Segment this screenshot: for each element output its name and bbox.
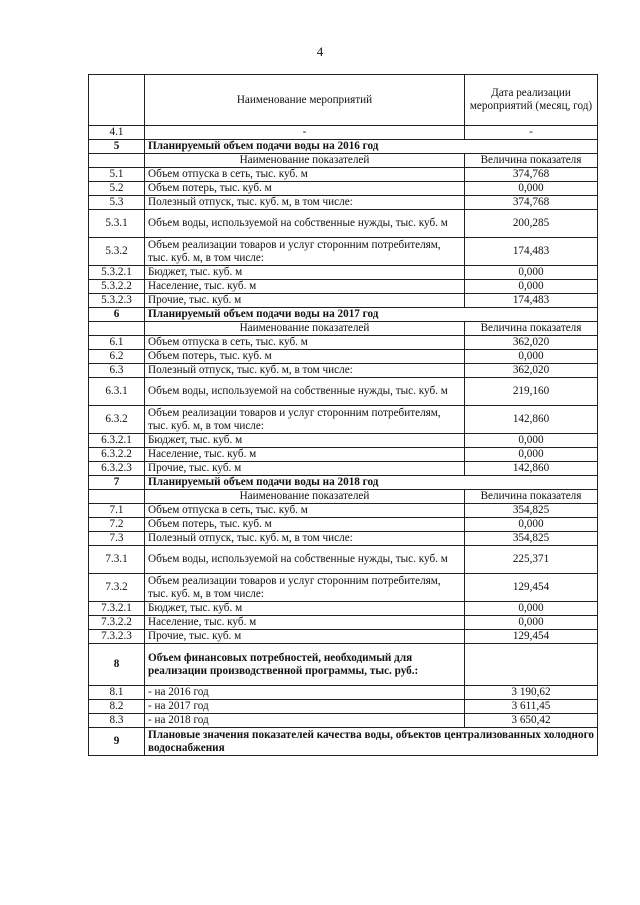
empty-cell [465,644,598,686]
row-value: 0,000 [465,434,598,448]
empty-cell [89,490,145,504]
row-name: Объем отпуска в сеть, тыс. куб. м [145,336,465,350]
row-name: - на 2018 год [145,714,465,728]
section-number: 7 [89,476,145,490]
section-title: Планируемый объем подачи воды на 2016 год [145,140,598,154]
row-value: 129,454 [465,574,598,602]
row-value: 174,483 [465,238,598,266]
row-value: 0,000 [465,602,598,616]
row-value: 0,000 [465,266,598,280]
row-value: 3 190,62 [465,686,598,700]
row-number: 6.3.2 [89,406,145,434]
table-row [89,364,598,378]
header-date-cell: Дата реализации мероприятий (месяц, год) [465,75,598,126]
row-name: Объем реализации товаров и услуг сторонним потребителям, тыс. куб. м, в том числе: [145,574,465,602]
table-row [89,378,598,406]
row-value: 3 611,45 [465,700,598,714]
row-number: 5.1 [89,168,145,182]
indicator-header-row [89,490,598,504]
section-title-row [89,644,598,686]
row-name: Объем воды, используемой на собственные нужды, тыс. куб. м [145,378,465,406]
row-value: 0,000 [465,448,598,462]
row-name: - [145,126,465,140]
row-number: 6.3.2.2 [89,448,145,462]
row-name: Полезный отпуск, тыс. куб. м, в том числе: [145,364,465,378]
table-row [89,210,598,238]
table-row [89,518,598,532]
row-name: Объем потерь, тыс. куб. м [145,182,465,196]
indicator-name-header: Наименование показателей [145,490,465,504]
table-row [89,616,598,630]
row-name: Полезный отпуск, тыс. куб. м, в том числе: [145,532,465,546]
table-row [89,294,598,308]
row-value: 0,000 [465,616,598,630]
section-title: Плановые значения показателей качества воды, объектов централизованных холодного водоснабжения [145,728,598,756]
row-value: 0,000 [465,280,598,294]
section-number: 8 [89,644,145,686]
empty-cell [89,154,145,168]
row-value: 0,000 [465,518,598,532]
row-name: Объем воды, используемой на собственные нужды, тыс. куб. м [145,546,465,574]
row-value: 0,000 [465,182,598,196]
table-row [89,280,598,294]
section-title-row [89,308,598,322]
row-value: 142,860 [465,462,598,476]
row-name: Население, тыс. куб. м [145,616,465,630]
row-name: Объем отпуска в сеть, тыс. куб. м [145,168,465,182]
row-number: 5.2 [89,182,145,196]
table-row [89,196,598,210]
row-number: 5.3.2.3 [89,294,145,308]
table-row [89,700,598,714]
row-number: 7.1 [89,504,145,518]
row-name: Объем отпуска в сеть, тыс. куб. м [145,504,465,518]
header-num-cell [89,75,145,126]
row-name: Бюджет, тыс. куб. м [145,434,465,448]
row-value: 200,285 [465,210,598,238]
table-row [89,238,598,266]
row-name: Бюджет, тыс. куб. м [145,266,465,280]
row-name: Население, тыс. куб. м [145,280,465,294]
table-row [89,714,598,728]
row-number: 5.3.1 [89,210,145,238]
section-title: Планируемый объем подачи воды на 2017 год [145,308,598,322]
table-row [89,168,598,182]
row-value: 174,483 [465,294,598,308]
indicator-value-header: Величина показателя [465,154,598,168]
row-value: 219,160 [465,378,598,406]
page-number: 4 [316,44,324,59]
table-row [89,574,598,602]
row-number: 6.3 [89,364,145,378]
table-row [89,182,598,196]
row-name: Население, тыс. куб. м [145,448,465,462]
indicator-name-header: Наименование показателей [145,322,465,336]
row-number: 7.2 [89,518,145,532]
row-value: 0,000 [465,350,598,364]
table-row [89,532,598,546]
row-number: 7.3.2.3 [89,630,145,644]
table-row [89,546,598,574]
row-name: Объем воды, используемой на собственные нужды, тыс. куб. м [145,210,465,238]
table-row [89,448,598,462]
row-value: 362,020 [465,336,598,350]
table-row [89,434,598,448]
row-name: Бюджет, тыс. куб. м [145,602,465,616]
header-name-cell: Наименование мероприятий [145,75,465,126]
table-row [89,462,598,476]
section-number: 9 [89,728,145,756]
row-value: 142,860 [465,406,598,434]
section-title-row [89,728,598,756]
row-number: 7.3.2.2 [89,616,145,630]
row-value: 354,825 [465,532,598,546]
section-title: Объем финансовых потребностей, необходимый для реализации производственной программы, тыс. руб.: [145,644,465,686]
row-name: Прочие, тыс. куб. м [145,294,465,308]
table-row [89,336,598,350]
section-title: Планируемый объем подачи воды на 2018 год [145,476,598,490]
row-number: 6.3.2.1 [89,434,145,448]
row-number: 6.1 [89,336,145,350]
row-number: 5.3.2.2 [89,280,145,294]
indicator-header-row [89,322,598,336]
row-number: 7.3.2 [89,574,145,602]
row-number: 6.2 [89,350,145,364]
row-name: Прочие, тыс. куб. м [145,462,465,476]
section-title-row [89,140,598,154]
row-value: 374,768 [465,196,598,210]
table-row [89,630,598,644]
row-number: 8.1 [89,686,145,700]
indicator-value-header: Величина показателя [465,490,598,504]
empty-cell [89,322,145,336]
row-number: 8.2 [89,700,145,714]
row-number: 5.3 [89,196,145,210]
indicator-value-header: Величина показателя [465,322,598,336]
table-row [89,126,598,140]
row-name: - на 2017 год [145,700,465,714]
row-number: 7.3.2.1 [89,602,145,616]
table-row [89,686,598,700]
row-number: 5.3.2.1 [89,266,145,280]
row-value: 129,454 [465,630,598,644]
table-header-row [89,75,598,126]
section-title-row [89,476,598,490]
row-number: 6.3.2.3 [89,462,145,476]
row-name: Объем потерь, тыс. куб. м [145,518,465,532]
table-row [89,266,598,280]
table-row [89,504,598,518]
indicator-name-header: Наименование показателей [145,154,465,168]
row-value: 354,825 [465,504,598,518]
row-name: Прочие, тыс. куб. м [145,630,465,644]
table-row [89,350,598,364]
indicator-header-row [89,154,598,168]
row-name: - на 2016 год [145,686,465,700]
row-number: 4.1 [89,126,145,140]
row-name: Полезный отпуск, тыс. куб. м, в том числе: [145,196,465,210]
program-table [88,74,598,756]
section-number: 5 [89,140,145,154]
row-name: Объем реализации товаров и услуг сторонним потребителям, тыс. куб. м, в том числе: [145,406,465,434]
row-name: Объем реализации товаров и услуг сторонним потребителям, тыс. куб. м, в том числе: [145,238,465,266]
row-name: Объем потерь, тыс. куб. м [145,350,465,364]
row-value: 374,768 [465,168,598,182]
section-number: 6 [89,308,145,322]
row-value: 3 650,42 [465,714,598,728]
row-number: 6.3.1 [89,378,145,406]
row-value: - [465,126,598,140]
table-row [89,406,598,434]
row-number: 8.3 [89,714,145,728]
row-value: 225,371 [465,546,598,574]
row-number: 7.3 [89,532,145,546]
table-row [89,602,598,616]
row-number: 7.3.1 [89,546,145,574]
row-value: 362,020 [465,364,598,378]
row-number: 5.3.2 [89,238,145,266]
